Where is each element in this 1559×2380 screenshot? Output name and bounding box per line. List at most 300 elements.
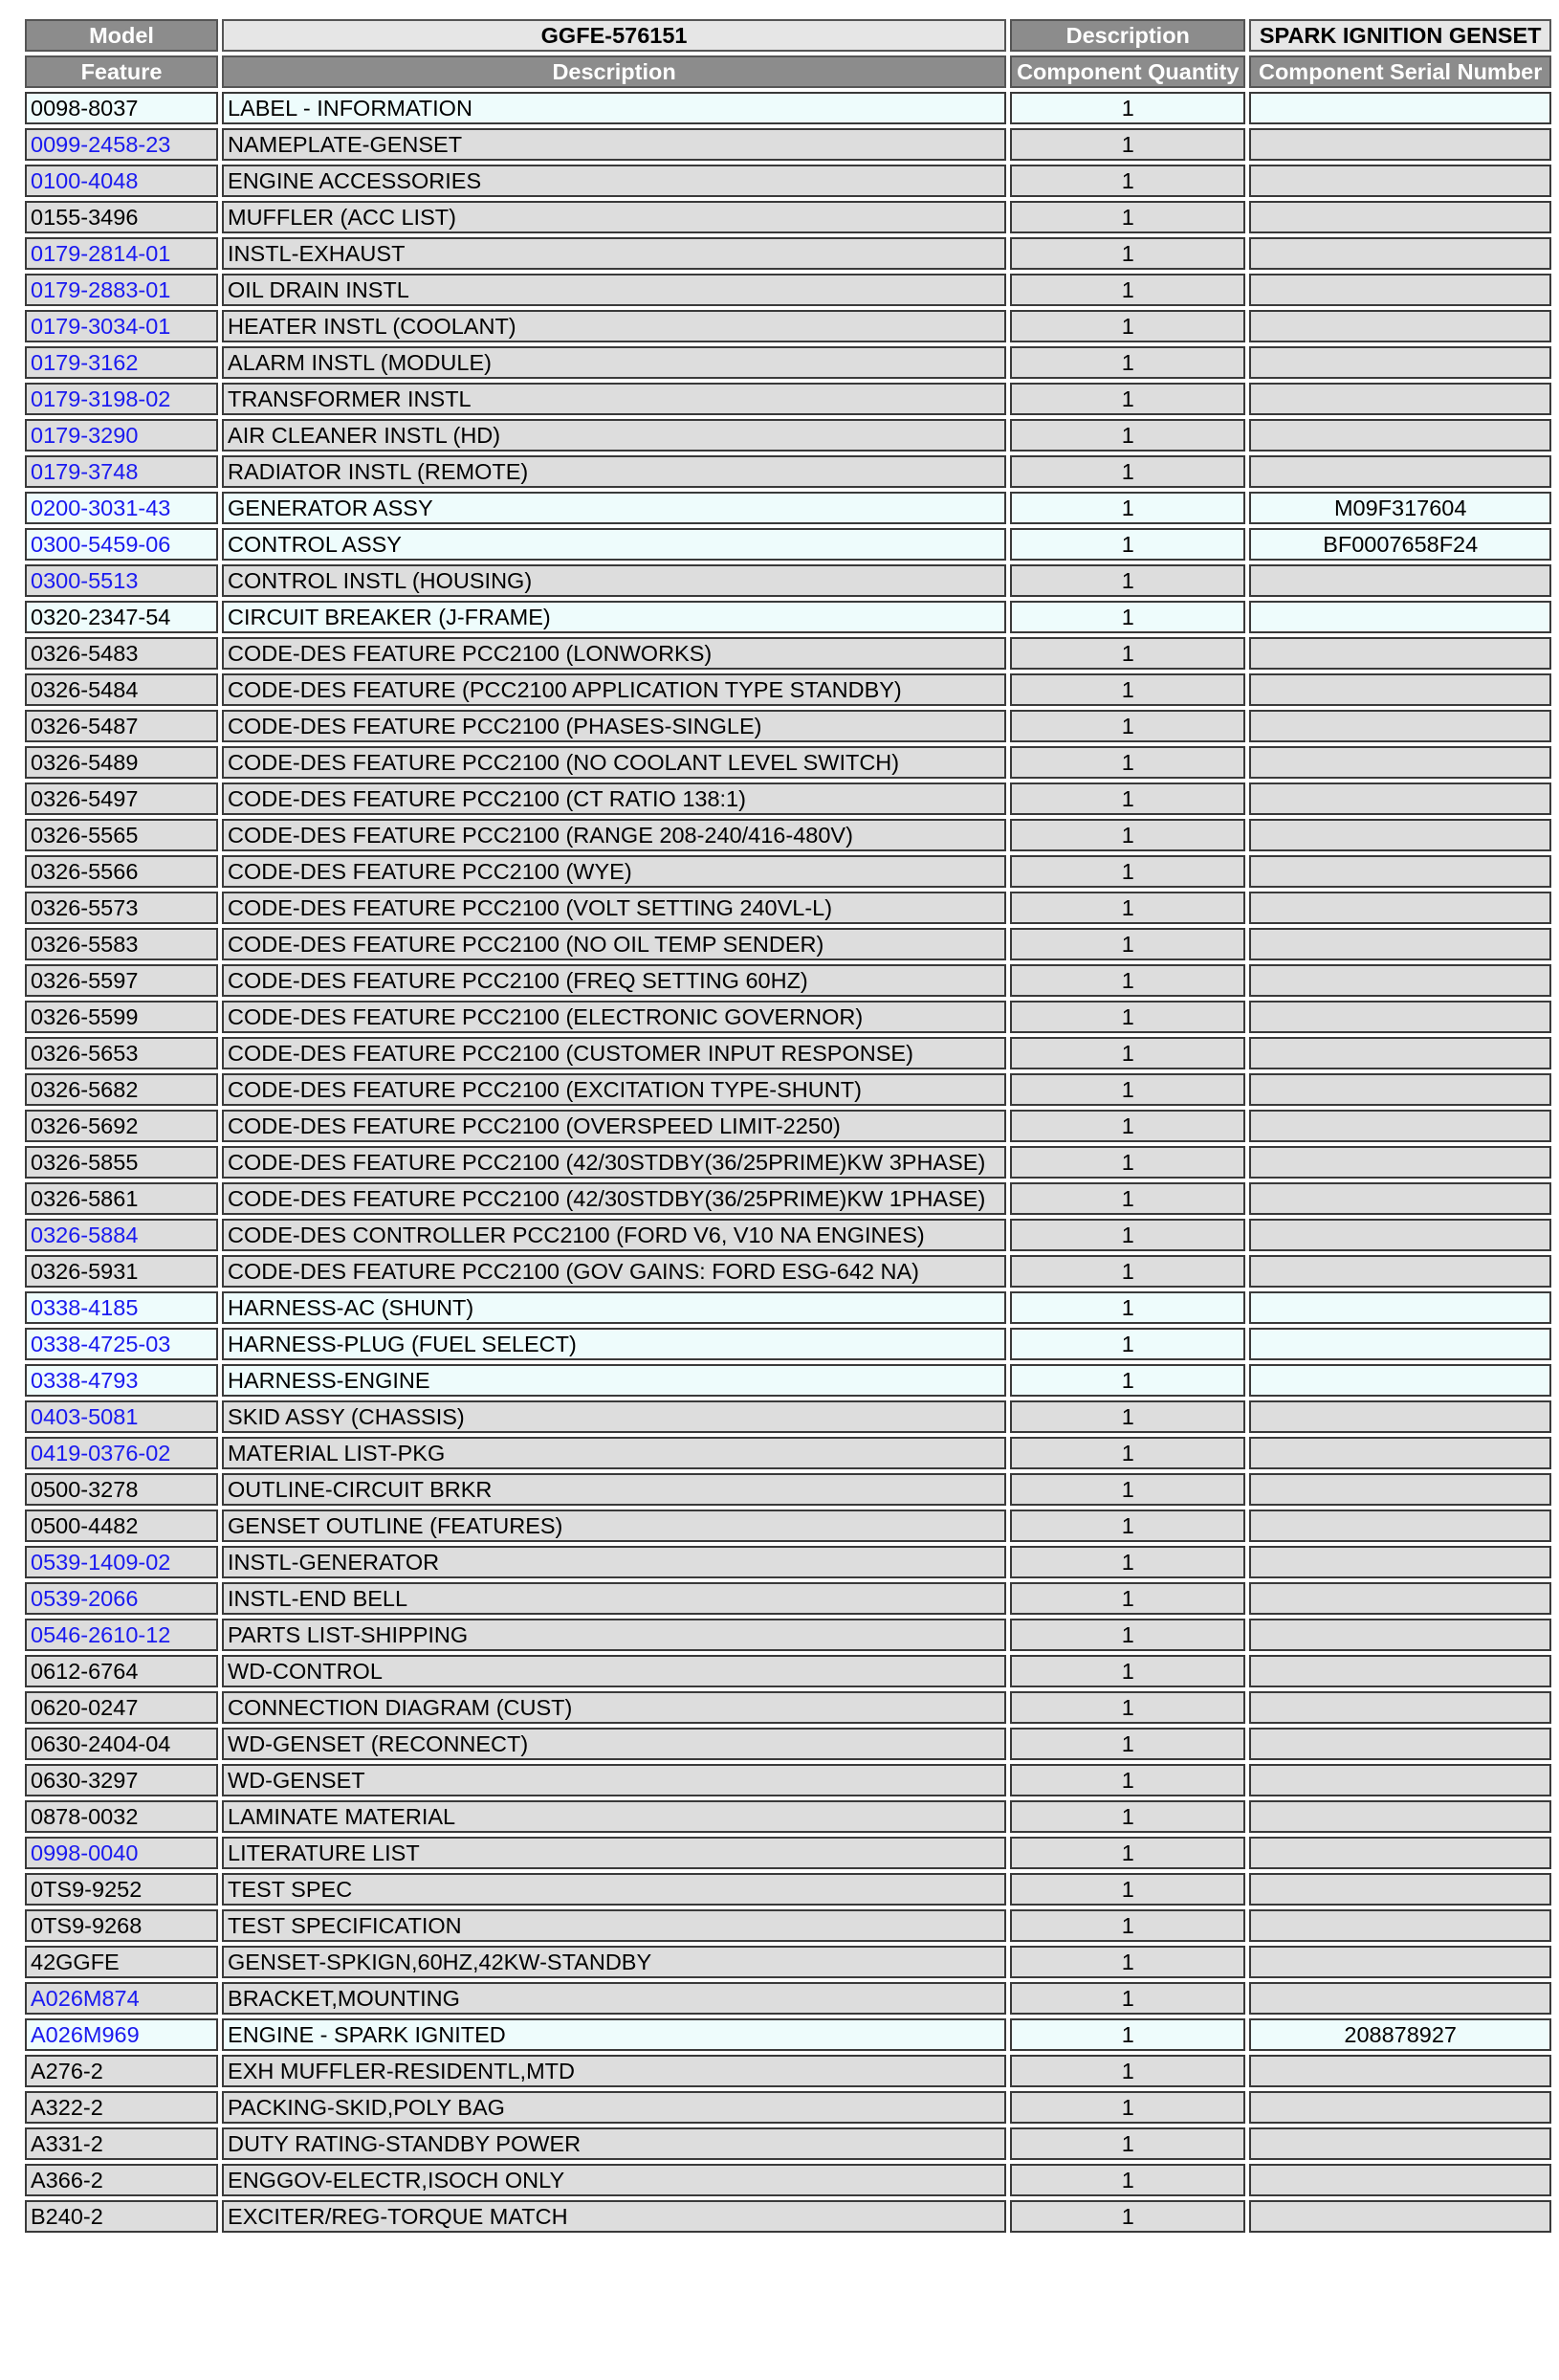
- description-cell: CODE-DES FEATURE PCC2100 (RANGE 208-240/416-480V): [222, 819, 1006, 851]
- quantity-cell: 1: [1010, 1328, 1245, 1360]
- serial-cell: [1249, 819, 1551, 851]
- table-row: [25, 528, 1551, 561]
- feature-cell: 0098-8037: [25, 92, 218, 124]
- feature-cell: 0326-5566: [25, 855, 218, 888]
- quantity-cell: 1: [1010, 637, 1245, 670]
- quantity-cell: 1: [1010, 892, 1245, 924]
- table-row: [25, 1619, 1551, 1651]
- table-row: [25, 455, 1551, 488]
- serial-cell: [1249, 346, 1551, 379]
- table-row: [25, 1073, 1551, 1106]
- feature-cell: 0326-5682: [25, 1073, 218, 1106]
- table-row: [25, 746, 1551, 779]
- quantity-cell: 1: [1010, 1510, 1245, 1542]
- feature-column-header: Feature: [25, 55, 218, 88]
- quantity-cell: 1: [1010, 673, 1245, 706]
- feature-cell: 0320-2347-54: [25, 601, 218, 633]
- quantity-cell: 1: [1010, 201, 1245, 233]
- quantity-cell: 1: [1010, 1001, 1245, 1033]
- serial-cell: [1249, 1291, 1551, 1324]
- serial-cell: [1249, 310, 1551, 342]
- description-cell: CODE-DES FEATURE PCC2100 (NO COOLANT LEVEL SWITCH): [222, 746, 1006, 779]
- description-cell: GENERATOR ASSY: [222, 492, 1006, 524]
- serial-cell: [1249, 892, 1551, 924]
- description-cell: CONTROL ASSY: [222, 528, 1006, 561]
- serial-cell: [1249, 1037, 1551, 1069]
- serial-cell: [1249, 1982, 1551, 2015]
- feature-link[interactable]: 0179-3162: [25, 346, 218, 379]
- serial-cell: [1249, 2200, 1551, 2233]
- serial-cell: M09F317604: [1249, 492, 1551, 524]
- feature-link[interactable]: A026M969: [25, 2018, 218, 2051]
- description-cell: CODE-DES FEATURE PCC2100 (EXCITATION TYPE-SHUNT): [222, 1073, 1006, 1106]
- quantity-cell: 1: [1010, 1619, 1245, 1651]
- description-cell: ENGGOV-ELECTR,ISOCH ONLY: [222, 2164, 1006, 2196]
- table-row: [25, 601, 1551, 633]
- serial-cell: [1249, 1255, 1551, 1288]
- quantity-cell: 1: [1010, 128, 1245, 161]
- serial-cell: [1249, 128, 1551, 161]
- table-row: [25, 1219, 1551, 1251]
- description-cell: INSTL-GENERATOR: [222, 1546, 1006, 1578]
- table-row: [25, 1582, 1551, 1615]
- description-cell: EXH MUFFLER-RESIDENTL,MTD: [222, 2055, 1006, 2087]
- table-row: [25, 1800, 1551, 1833]
- quantity-cell: 1: [1010, 1437, 1245, 1469]
- table-row: [25, 492, 1551, 524]
- quantity-cell: 1: [1010, 1110, 1245, 1142]
- serial-cell: [1249, 2091, 1551, 2124]
- quantity-cell: 1: [1010, 1837, 1245, 1869]
- feature-cell: 0326-5573: [25, 892, 218, 924]
- table-row: [25, 892, 1551, 924]
- quantity-cell: 1: [1010, 528, 1245, 561]
- table-row: [25, 1510, 1551, 1542]
- description-cell: TEST SPEC: [222, 1873, 1006, 1906]
- table-row: [25, 928, 1551, 960]
- serial-cell: [1249, 2127, 1551, 2160]
- table-row: [25, 710, 1551, 742]
- table-row: [25, 564, 1551, 597]
- model-value: GGFE-576151: [222, 19, 1006, 52]
- quantity-cell: 1: [1010, 746, 1245, 779]
- feature-cell: 0630-3297: [25, 1764, 218, 1796]
- quantity-cell: 1: [1010, 1219, 1245, 1251]
- serial-cell: [1249, 1073, 1551, 1106]
- description-cell: RADIATOR INSTL (REMOTE): [222, 455, 1006, 488]
- description-cell: CODE-DES CONTROLLER PCC2100 (FORD V6, V10 NA ENGINES): [222, 1219, 1006, 1251]
- table-row: [25, 1728, 1551, 1760]
- description-cell: ALARM INSTL (MODULE): [222, 346, 1006, 379]
- table-row: [25, 1473, 1551, 1506]
- table-row: [25, 2055, 1551, 2087]
- feature-cell: 42GGFE: [25, 1946, 218, 1978]
- table-row: [25, 1110, 1551, 1142]
- table-row: [25, 673, 1551, 706]
- table-row: [25, 201, 1551, 233]
- description-cell: HEATER INSTL (COOLANT): [222, 310, 1006, 342]
- description-cell: CODE-DES FEATURE PCC2100 (CT RATIO 138:1): [222, 782, 1006, 815]
- serial-cell: [1249, 455, 1551, 488]
- feature-cell: 0500-4482: [25, 1510, 218, 1542]
- description-cell: OIL DRAIN INSTL: [222, 274, 1006, 306]
- quantity-cell: 1: [1010, 2127, 1245, 2160]
- feature-link[interactable]: 0099-2458-23: [25, 128, 218, 161]
- description-cell: MATERIAL LIST-PKG: [222, 1437, 1006, 1469]
- serial-cell: [1249, 1800, 1551, 1833]
- feature-cell: B240-2: [25, 2200, 218, 2233]
- quantity-cell: 1: [1010, 274, 1245, 306]
- feature-link[interactable]: 0546-2610-12: [25, 1619, 218, 1651]
- feature-link[interactable]: 0300-5459-06: [25, 528, 218, 561]
- description-cell: PARTS LIST-SHIPPING: [222, 1619, 1006, 1651]
- serial-cell: [1249, 419, 1551, 452]
- serial-cell: [1249, 383, 1551, 415]
- column-header-row: [25, 55, 1551, 88]
- table-row: [25, 1655, 1551, 1687]
- description-value: SPARK IGNITION GENSET: [1249, 19, 1551, 52]
- description-cell: CODE-DES FEATURE PCC2100 (FREQ SETTING 60HZ): [222, 964, 1006, 997]
- table-row: [25, 1364, 1551, 1397]
- quantity-cell: 1: [1010, 492, 1245, 524]
- table-row: [25, 128, 1551, 161]
- description-cell: CODE-DES FEATURE PCC2100 (GOV GAINS: FORD ESG-642 NA): [222, 1255, 1006, 1288]
- genset-parts-table: [21, 15, 1555, 2237]
- quantity-cell: 1: [1010, 710, 1245, 742]
- serial-cell: [1249, 1146, 1551, 1179]
- feature-cell: 0620-0247: [25, 1691, 218, 1724]
- description-cell: WD-GENSET (RECONNECT): [222, 1728, 1006, 1760]
- feature-link[interactable]: 0179-2883-01: [25, 274, 218, 306]
- table-row: [25, 1255, 1551, 1288]
- feature-link[interactable]: 0338-4185: [25, 1291, 218, 1324]
- feature-link[interactable]: 0179-3198-02: [25, 383, 218, 415]
- quantity-cell: 1: [1010, 1255, 1245, 1288]
- table-row: [25, 819, 1551, 851]
- description-cell: LITERATURE LIST: [222, 1837, 1006, 1869]
- serial-cell: [1249, 1582, 1551, 1615]
- quantity-cell: 1: [1010, 782, 1245, 815]
- serial-cell: [1249, 601, 1551, 633]
- serial-cell: [1249, 1182, 1551, 1215]
- description-cell: GENSET OUTLINE (FEATURES): [222, 1510, 1006, 1542]
- serial-cell: BF0007658F24: [1249, 528, 1551, 561]
- description-cell: DUTY RATING-STANDBY POWER: [222, 2127, 1006, 2160]
- serial-cell: [1249, 1764, 1551, 1796]
- quantity-cell: 1: [1010, 1582, 1245, 1615]
- serial-cell: [1249, 964, 1551, 997]
- quantity-cell: 1: [1010, 1728, 1245, 1760]
- serial-cell: [1249, 1837, 1551, 1869]
- feature-cell: 0326-5931: [25, 1255, 218, 1288]
- feature-cell: 0326-5565: [25, 819, 218, 851]
- quantity-cell: 1: [1010, 1546, 1245, 1578]
- serial-cell: [1249, 782, 1551, 815]
- description-cell: CODE-DES FEATURE PCC2100 (LONWORKS): [222, 637, 1006, 670]
- feature-cell: 0630-2404-04: [25, 1728, 218, 1760]
- table-row: [25, 310, 1551, 342]
- quantity-cell: 1: [1010, 1909, 1245, 1942]
- table-row: [25, 637, 1551, 670]
- description-cell: LAMINATE MATERIAL: [222, 1800, 1006, 1833]
- quantity-cell: 1: [1010, 1146, 1245, 1179]
- description-cell: ENGINE - SPARK IGNITED: [222, 2018, 1006, 2051]
- description-cell: CODE-DES FEATURE PCC2100 (ELECTRONIC GOVERNOR): [222, 1001, 1006, 1033]
- feature-link[interactable]: 0539-2066: [25, 1582, 218, 1615]
- serial-cell: [1249, 237, 1551, 270]
- quantity-cell: 1: [1010, 310, 1245, 342]
- quantity-cell: 1: [1010, 1037, 1245, 1069]
- feature-link[interactable]: 0179-2814-01: [25, 237, 218, 270]
- feature-link[interactable]: 0179-3034-01: [25, 310, 218, 342]
- serial-cell: [1249, 1473, 1551, 1506]
- table-row: [25, 1328, 1551, 1360]
- quantity-cell: 1: [1010, 165, 1245, 197]
- description-cell: AIR CLEANER INSTL (HD): [222, 419, 1006, 452]
- quantity-cell: 1: [1010, 1946, 1245, 1978]
- table-row: [25, 1764, 1551, 1796]
- table-row: [25, 2127, 1551, 2160]
- description-cell: CODE-DES FEATURE PCC2100 (CUSTOMER INPUT RESPONSE): [222, 1037, 1006, 1069]
- description-cell: WD-CONTROL: [222, 1655, 1006, 1687]
- quantity-cell: 1: [1010, 419, 1245, 452]
- serial-cell: [1249, 1655, 1551, 1687]
- description-cell: WD-GENSET: [222, 1764, 1006, 1796]
- quantity-cell: 1: [1010, 92, 1245, 124]
- serial-cell: [1249, 1873, 1551, 1906]
- feature-cell: A366-2: [25, 2164, 218, 2196]
- feature-cell: 0326-5692: [25, 1110, 218, 1142]
- feature-link[interactable]: 0419-0376-02: [25, 1437, 218, 1469]
- serial-cell: [1249, 1691, 1551, 1724]
- table-row: [25, 1837, 1551, 1869]
- description-cell: TRANSFORMER INSTL: [222, 383, 1006, 415]
- serial-cell: [1249, 564, 1551, 597]
- feature-link[interactable]: 0998-0040: [25, 1837, 218, 1869]
- description-cell: CODE-DES FEATURE PCC2100 (OVERSPEED LIMIT-2250): [222, 1110, 1006, 1142]
- quantity-cell: 1: [1010, 928, 1245, 960]
- serial-cell: [1249, 1437, 1551, 1469]
- quantity-cell: 1: [1010, 2164, 1245, 2196]
- quantity-cell: 1: [1010, 601, 1245, 633]
- table-row: [25, 1946, 1551, 1978]
- description-cell: ENGINE ACCESSORIES: [222, 165, 1006, 197]
- quantity-cell: 1: [1010, 455, 1245, 488]
- table-row: [25, 165, 1551, 197]
- quantity-cell: 1: [1010, 819, 1245, 851]
- feature-cell: 0155-3496: [25, 201, 218, 233]
- table-row: [25, 1037, 1551, 1069]
- serial-cell: [1249, 1946, 1551, 1978]
- feature-link[interactable]: 0338-4793: [25, 1364, 218, 1397]
- quantity-cell: 1: [1010, 2091, 1245, 2124]
- description-cell: HARNESS-PLUG (FUEL SELECT): [222, 1328, 1006, 1360]
- table-row: [25, 855, 1551, 888]
- quantity-cell: 1: [1010, 1800, 1245, 1833]
- serial-cell: 208878927: [1249, 2018, 1551, 2051]
- table-row: [25, 1182, 1551, 1215]
- serial-cell: [1249, 1219, 1551, 1251]
- table-row: [25, 1001, 1551, 1033]
- table-row: [25, 2200, 1551, 2233]
- table-row: [25, 1291, 1551, 1324]
- feature-cell: 0612-6764: [25, 1655, 218, 1687]
- serial-cell: [1249, 1400, 1551, 1433]
- description-cell: CODE-DES FEATURE PCC2100 (WYE): [222, 855, 1006, 888]
- description-cell: CODE-DES FEATURE (PCC2100 APPLICATION TYPE STANDBY): [222, 673, 1006, 706]
- feature-link[interactable]: 0179-3748: [25, 455, 218, 488]
- serial-cell: [1249, 928, 1551, 960]
- model-label: Model: [25, 19, 218, 52]
- quantity-cell: 1: [1010, 2055, 1245, 2087]
- feature-cell: A331-2: [25, 2127, 218, 2160]
- description-cell: EXCITER/REG-TORQUE MATCH: [222, 2200, 1006, 2233]
- feature-link[interactable]: 0179-3290: [25, 419, 218, 452]
- feature-cell: 0326-5483: [25, 637, 218, 670]
- feature-cell: 0326-5484: [25, 673, 218, 706]
- description-cell: HARNESS-AC (SHUNT): [222, 1291, 1006, 1324]
- description-cell: HARNESS-ENGINE: [222, 1364, 1006, 1397]
- description-cell: PACKING-SKID,POLY BAG: [222, 2091, 1006, 2124]
- serial-cell: [1249, 1328, 1551, 1360]
- quantity-cell: 1: [1010, 2018, 1245, 2051]
- description-cell: CODE-DES FEATURE PCC2100 (NO OIL TEMP SENDER): [222, 928, 1006, 960]
- description-cell: MUFFLER (ACC LIST): [222, 201, 1006, 233]
- serial-cell: [1249, 1001, 1551, 1033]
- quantity-cell: 1: [1010, 1873, 1245, 1906]
- description-cell: CONTROL INSTL (HOUSING): [222, 564, 1006, 597]
- description-cell: CIRCUIT BREAKER (J-FRAME): [222, 601, 1006, 633]
- feature-link[interactable]: A026M874: [25, 1982, 218, 2015]
- feature-cell: 0326-5583: [25, 928, 218, 960]
- serial-cell: [1249, 1909, 1551, 1942]
- description-cell: CODE-DES FEATURE PCC2100 (VOLT SETTING 240VL-L): [222, 892, 1006, 924]
- serial-cell: [1249, 1510, 1551, 1542]
- feature-cell: 0326-5487: [25, 710, 218, 742]
- table-row: [25, 1437, 1551, 1469]
- quantity-cell: 1: [1010, 1473, 1245, 1506]
- description-cell: NAMEPLATE-GENSET: [222, 128, 1006, 161]
- description-cell: CODE-DES FEATURE PCC2100 (PHASES-SINGLE): [222, 710, 1006, 742]
- quantity-cell: 1: [1010, 855, 1245, 888]
- quantity-cell: 1: [1010, 1691, 1245, 1724]
- table-row: [25, 274, 1551, 306]
- quantity-cell: 1: [1010, 1400, 1245, 1433]
- table-row: [25, 1691, 1551, 1724]
- description-column-header: Description: [222, 55, 1006, 88]
- quantity-cell: 1: [1010, 237, 1245, 270]
- table-row: [25, 1909, 1551, 1942]
- table-row: [25, 964, 1551, 997]
- feature-cell: 0326-5599: [25, 1001, 218, 1033]
- description-cell: CODE-DES FEATURE PCC2100 (42/30STDBY(36/25PRIME)KW 3PHASE): [222, 1146, 1006, 1179]
- serial-cell: [1249, 1546, 1551, 1578]
- table-row: [25, 2164, 1551, 2196]
- serial-column-header: Component Serial Number: [1249, 55, 1551, 88]
- description-label: Description: [1010, 19, 1245, 52]
- quantity-cell: 1: [1010, 1364, 1245, 1397]
- quantity-cell: 1: [1010, 1291, 1245, 1324]
- table-row: [25, 2018, 1551, 2051]
- description-cell: LABEL - INFORMATION: [222, 92, 1006, 124]
- feature-cell: 0878-0032: [25, 1800, 218, 1833]
- quantity-cell: 1: [1010, 1764, 1245, 1796]
- serial-cell: [1249, 673, 1551, 706]
- feature-cell: 0326-5497: [25, 782, 218, 815]
- serial-cell: [1249, 1619, 1551, 1651]
- table-row: [25, 237, 1551, 270]
- feature-cell: 0326-5489: [25, 746, 218, 779]
- quantity-cell: 1: [1010, 1655, 1245, 1687]
- feature-link[interactable]: 0100-4048: [25, 165, 218, 197]
- description-cell: CONNECTION DIAGRAM (CUST): [222, 1691, 1006, 1724]
- quantity-cell: 1: [1010, 346, 1245, 379]
- feature-link[interactable]: 0300-5513: [25, 564, 218, 597]
- description-cell: GENSET-SPKIGN,60HZ,42KW-STANDBY: [222, 1946, 1006, 1978]
- feature-cell: 0500-3278: [25, 1473, 218, 1506]
- description-cell: TEST SPECIFICATION: [222, 1909, 1006, 1942]
- feature-cell: A322-2: [25, 2091, 218, 2124]
- description-cell: BRACKET,MOUNTING: [222, 1982, 1006, 2015]
- table-row: [25, 92, 1551, 124]
- quantity-cell: 1: [1010, 564, 1245, 597]
- table-row: [25, 2091, 1551, 2124]
- table-row: [25, 782, 1551, 815]
- description-cell: SKID ASSY (CHASSIS): [222, 1400, 1006, 1433]
- serial-cell: [1249, 2055, 1551, 2087]
- serial-cell: [1249, 855, 1551, 888]
- quantity-cell: 1: [1010, 964, 1245, 997]
- table-row: [25, 419, 1551, 452]
- serial-cell: [1249, 2164, 1551, 2196]
- description-cell: INSTL-END BELL: [222, 1582, 1006, 1615]
- table-row: [25, 346, 1551, 379]
- feature-link[interactable]: 0338-4725-03: [25, 1328, 218, 1360]
- quantity-cell: 1: [1010, 383, 1245, 415]
- feature-link[interactable]: 0539-1409-02: [25, 1546, 218, 1578]
- serial-cell: [1249, 1364, 1551, 1397]
- feature-cell: 0326-5855: [25, 1146, 218, 1179]
- serial-cell: [1249, 1728, 1551, 1760]
- model-header-row: [25, 19, 1551, 52]
- feature-cell: 0326-5861: [25, 1182, 218, 1215]
- feature-link[interactable]: 0200-3031-43: [25, 492, 218, 524]
- table-row: [25, 1400, 1551, 1433]
- description-cell: INSTL-EXHAUST: [222, 237, 1006, 270]
- quantity-cell: 1: [1010, 2200, 1245, 2233]
- serial-cell: [1249, 165, 1551, 197]
- table-row: [25, 1873, 1551, 1906]
- feature-cell: 0TS9-9268: [25, 1909, 218, 1942]
- serial-cell: [1249, 637, 1551, 670]
- feature-link[interactable]: 0403-5081: [25, 1400, 218, 1433]
- table-row: [25, 1546, 1551, 1578]
- quantity-column-header: Component Quantity: [1010, 55, 1245, 88]
- description-cell: OUTLINE-CIRCUIT BRKR: [222, 1473, 1006, 1506]
- quantity-cell: 1: [1010, 1982, 1245, 2015]
- table-row: [25, 1146, 1551, 1179]
- quantity-cell: 1: [1010, 1073, 1245, 1106]
- table-row: [25, 383, 1551, 415]
- serial-cell: [1249, 201, 1551, 233]
- serial-cell: [1249, 1110, 1551, 1142]
- table-row: [25, 1982, 1551, 2015]
- feature-cell: 0326-5597: [25, 964, 218, 997]
- quantity-cell: 1: [1010, 1182, 1245, 1215]
- feature-link[interactable]: 0326-5884: [25, 1219, 218, 1251]
- serial-cell: [1249, 92, 1551, 124]
- serial-cell: [1249, 746, 1551, 779]
